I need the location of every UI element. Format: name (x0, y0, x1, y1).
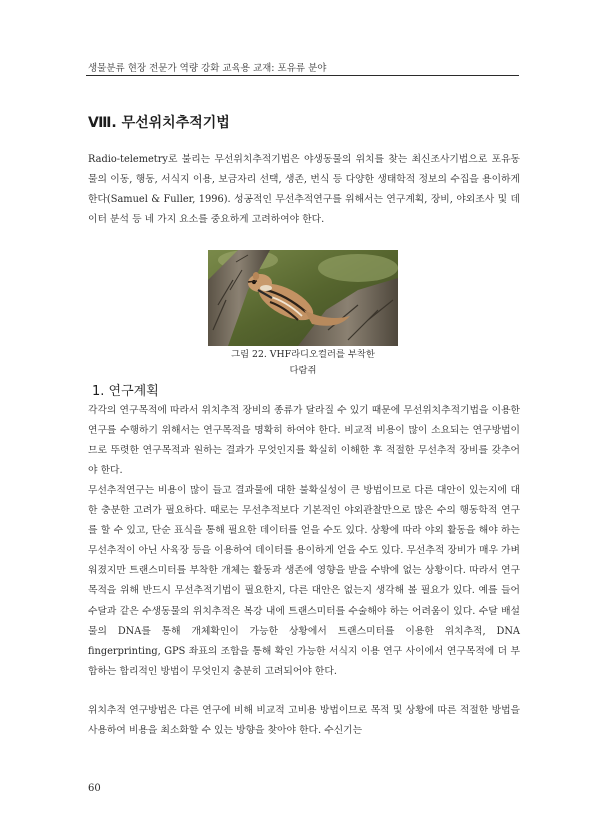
intro-paragraph: Radio-telemetry로 불리는 무선위치추적기법은 야생동물의 위치를 찾는 최신조사기법으로 포유동물의 이동, 행동, 서식지 이용, 보금자리 선택, 생존, 번식 등 다양한 생태학적 정보의 수집을 용이하게 한다(Samuel & Fuller, 1996). 성공적인 무선추적연구를 위해서는 연구계획, 장비, 야외조사 및 데이터 분석 등 네 가지 요소를 중요하게 고려하여야 한다. (88, 154, 520, 226)
figure-caption-line-2: 다람쥐 (289, 365, 317, 376)
header-divider (86, 75, 519, 76)
body-paragraph-3: 위치추적 연구방법은 다른 연구에 비해 비교적 고비용 방법이므로 목적 및 상황에 따른 적절한 방법을 사용하여 비용을 최소화할 수 있는 방향을 찾아야 한다. 수신기는 (88, 705, 520, 737)
figure-caption-line-1: 그림 22. VHF라디오컬러를 부착한 (231, 349, 375, 360)
chipmunk-photo (208, 250, 398, 346)
section-title: Ⅷ. 무선위치추적기법 (88, 115, 230, 131)
running-header-title: 생물분류 현장 전문가 역량 강화 교육용 교재: 포유류 분야 (88, 63, 327, 74)
subsection-title: 1. 연구계획 (92, 384, 159, 399)
body-paragraph-2: 무선추적연구는 비용이 많이 들고 결과물에 대한 불확실성이 큰 방법이므로 다른 대안이 있는지에 대한 충분한 고려가 필요하다. 때로는 무선추적보다 기본적인 야외관찰만으로 많은 수의 행동학적 연구를 할 수 있고, 단순 표식을 통해 필요한 데이터를 얻을 수도 있다. 상황에 따라 야외 활동을 해야 하는 무선추적이 아닌 사육장 등을 이용하여 데이터를 용이하게 얻을 수도 있다. 무선추적 장비가 매우 가벼워졌지만 트랜스미터를 부착한 개체는 활동과 생존에 영향을 받을 수밖에 없는 상황이다. 따라서 연구목적을 위해 반드시 무선추적기법이 필요한지, 다른 대안은 없는지 생각해 볼 필요가 있다. 예를 들어 수달과 같은 수생동물의 위치추적은 복강 내에 트랜스미터를 수술해야 하는 어려움이 있다. 수달 배설물의 DNA를 통해 개체확인이 가능한 상황에서 트랜스미터를 이용한 위치추적, DNA fingerprinting, GPS 좌표의 조합을 통해 확인 가능한 서식지 이용 연구 사이에서 연구목적에 더 부합하는 합리적인 방법이 무엇인지 충분히 고려되어야 한다. (88, 485, 520, 677)
page-number: 60 (88, 783, 101, 794)
body-paragraph-1: 각각의 연구목적에 따라서 위치추적 장비의 종류가 달라질 수 있기 때문에 무선위치추적기법을 이용한 연구를 수행하기 위해서는 연구목적을 명확히 하여야 한다. 비교적 비용이 많이 소요되는 연구방법이므로 뚜렷한 연구목적과 원하는 결과가 무엇인지를 확실히 이해한 후 적절한 무선추적 장비를 갖추어야 한다. (88, 405, 520, 477)
